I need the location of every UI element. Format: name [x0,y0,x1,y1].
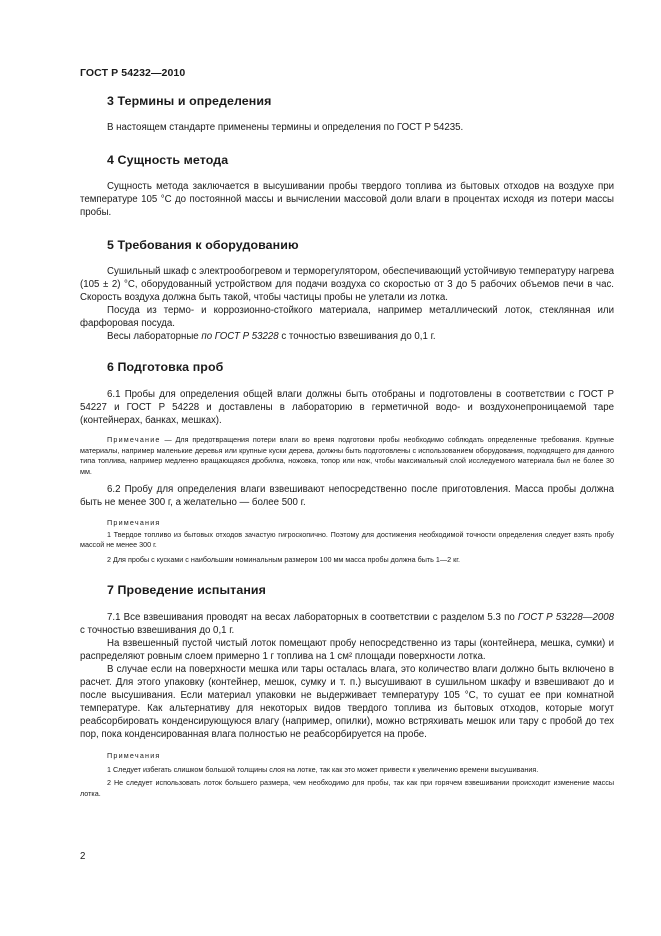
note-text: — Для предотвращения потери влаги во время подготовки пробы необходимо соблюдать определенные требования. Крупные материалы, например маленькие деревья или крупные куски дерева, должны быть подготовлены с использованием оборудования, подходящего для данного типа топлива, например медленно вращающаяся дробилка, ножовка, топор или нож, чтобы максимальный слой исследуемого материала был не более 30 мм. [80,435,614,476]
clause-7-1-text-post: с точностью взвешивания до 0,1 г. [80,625,235,636]
section-3-paragraph: В настоящем стандарте применены термины и определения по ГОСТ Р 54235. [107,122,464,133]
clause-6-2-note-2: 2 Для пробы с кусками с наибольшим номинальным размером 100 мм масса пробы должна быть 1—2 кг. [107,554,460,564]
clause-7-notes-label: Примечания [107,751,161,760]
section-3-title: 3 Термины и определения [107,94,272,108]
clause-6-1-note [80,435,614,477]
clause-6-2-note-1: 1 Твердое топливо из бытовых отходов зачастую гигроскопично. Поэтому для достижения необходимой точности определения следует взять пробу массой не менее 300 г. [80,529,614,549]
clause-7-1 [80,611,614,637]
clause-6-2-notes-label: Примечания [107,518,161,527]
scales-text-post: с точностью взвешивания до 0,1 г. [278,331,436,342]
section-4-paragraph: Сущность метода заключается в высушивании пробы твердого топлива из бытовых отходов на воздухе при температуре 105 °С до постоянной массы и вычислении массовой доли влаги в процентах исходя из потери массы пробы. [80,181,614,218]
scales-text-pre: Весы лабораторные [107,331,202,342]
clause-7-1-standard-reference: ГОСТ Р 53228—2008 [517,612,614,623]
section-5-paragraph-oven: Сушильный шкаф с электрообогревом и терморегулятором, обеспечивающий устойчивую температуру нагрева (105 ± 2) °С, оборудованный устройством для подачи воздуха со скоростью от 3 до 5 рабочих объемов печи в час. Скорость воздуха должна быть такой, чтобы частицы пробы не улетали из лотка. [80,266,614,303]
document-code-header: ГОСТ Р 54232—2010 [80,67,186,79]
section-4-title: 4 Сущность метода [107,153,229,167]
page-content [80,92,614,799]
clause-6-1: 6.1 Пробы для определения общей влаги должны быть отобраны и подготовлены в соответствии с ГОСТ Р 54227 и ГОСТ Р 54228 и доставлены в лабораторию в герметичной водо- и воздухонепроницаемой таре (контейнерах, банках, мешках). [80,389,614,426]
section-5-paragraph-scales [80,330,614,343]
section-6-title: 6 Подготовка проб [107,360,224,374]
clause-7-note-1: 1 Следует избегать слишком большой толщины слоя на лотке, так как это может привести к увеличению времени высушивания. [107,764,539,774]
clause-7-note-2: 2 Не следует использовать лоток большего размера, чем необходимо для пробы, так как при горячем взвешивании происходит изменение массы лотка. [80,778,614,798]
page-number: 2 [80,851,86,862]
scales-standard-reference: по ГОСТ Р 53228 [201,331,279,342]
clause-7-1-text-pre: 7.1 Все взвешивания проводят на весах лабораторных в соответствии с разделом 5.3 по [107,612,518,623]
section-5-title: 5 Требования к оборудованию [107,238,299,252]
section-7-title: 7 Проведение испытания [107,583,266,597]
clause-6-2: 6.2 Пробу для определения влаги взвешивают непосредственно после приготовления. Масса пробы должна быть не менее 300 г, а желательно — более 500 г. [80,484,614,508]
clause-7-1-paragraph-tray: На взвешенный пустой чистый лоток помещают пробу непосредственно из тары (контейнера, мешка, сумки) и распределяют ровным слоем примерно 1 г топлива на 1 см² площади поверхности лотка. [80,638,614,662]
clause-7-1-paragraph-moisture: В случае если на поверхности мешка или тары осталась влага, это количество влаги должно быть включено в расчет. Для этого упаковку (контейнер, мешок, сумку и т. п.) высушивают в сушильном шкафу и взвешивают до и после высушивания. Если материал упаковки не выдерживает температуру 105 °С, то сушат ее при комнатной температуре. Как альтернативу для некоторых видов твердого топлива из бытовых отходов, которые могут реабсорбировать конденсирующуюся влагу (например, опилки), можно встряхивать мешок или тару с пробой до тех пор, пока конденсированная влага полностью не реабсорбируется на пробе. [80,664,614,740]
note-label: Примечание [107,435,161,444]
section-5-paragraph-dishware: Посуда из термо- и коррозионно-стойкого материала, например металлический лоток, стеклянная или фарфоровая посуда. [80,305,614,329]
